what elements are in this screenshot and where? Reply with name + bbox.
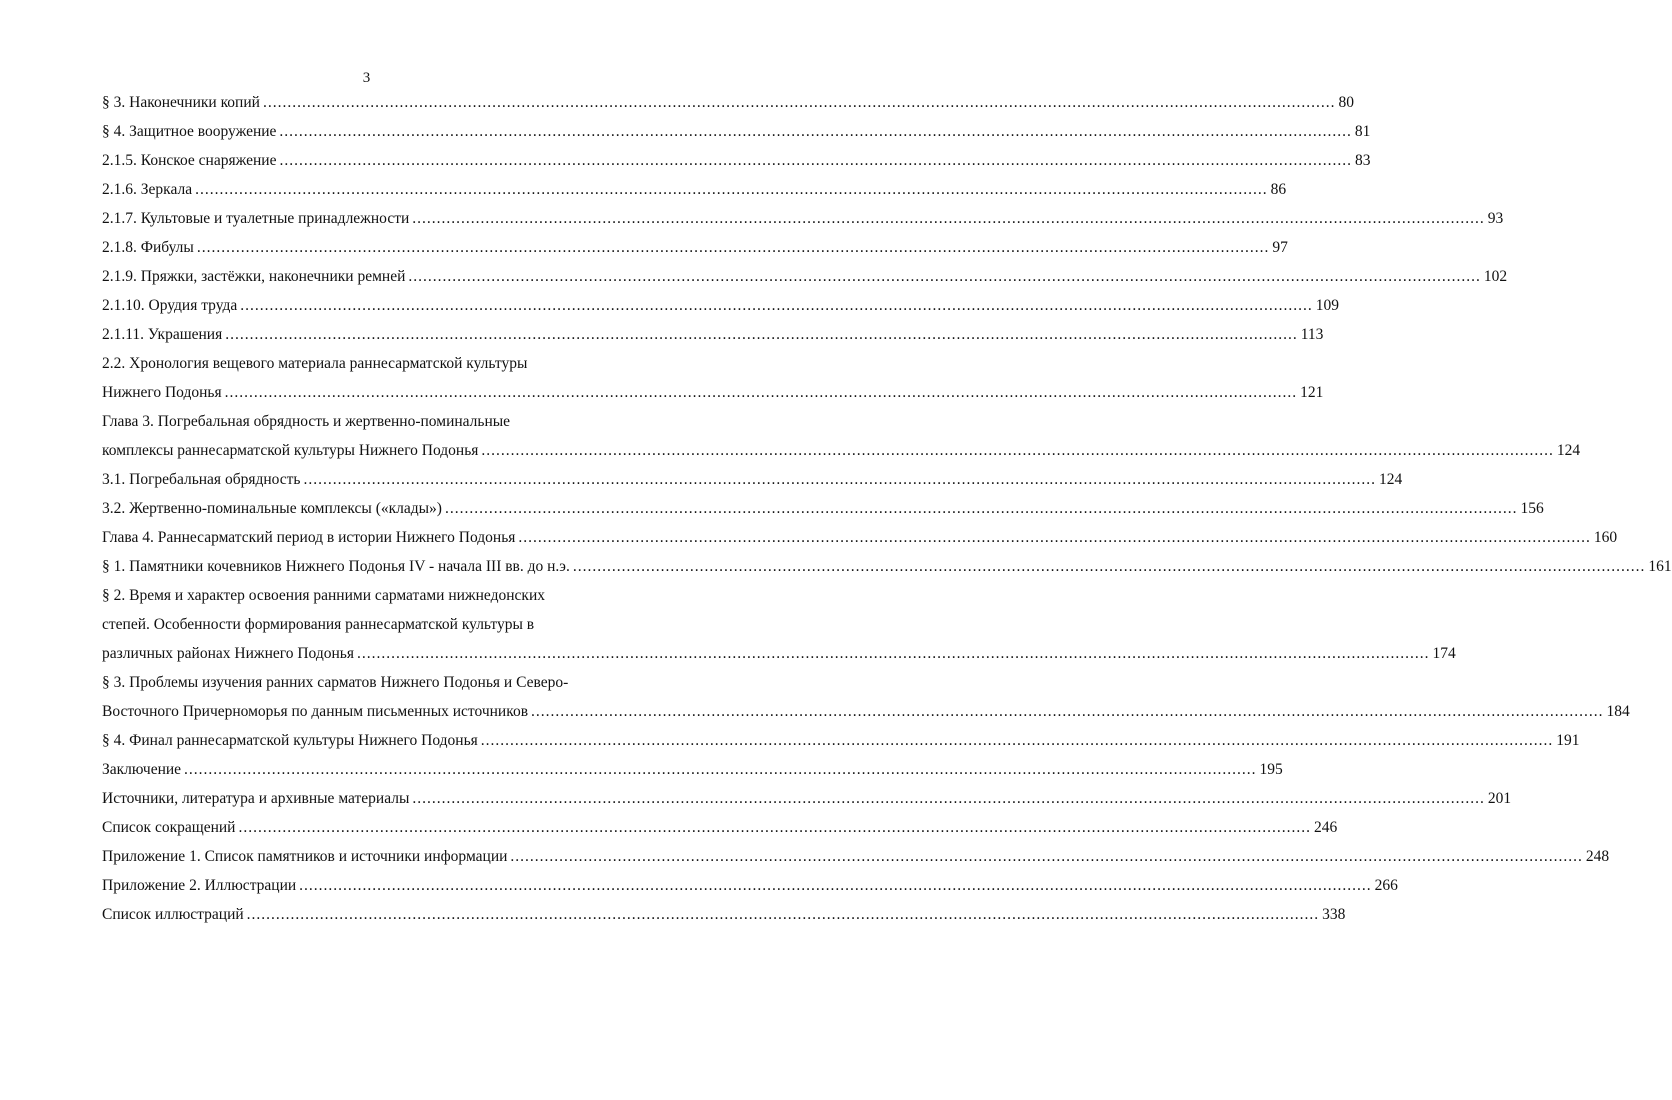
toc-entry-line: 2.2. Хронология вещевого материала раннесарматской культуры bbox=[102, 355, 528, 372]
toc-entry-title: § 4. Защитное вооружение bbox=[102, 123, 277, 140]
toc-entry bbox=[102, 552, 1672, 581]
toc-leader-dots: ............................................................................................................................................................................................................................ bbox=[510, 848, 1583, 865]
toc-entry-row bbox=[102, 726, 1580, 755]
toc-leader-dots: ............................................................................................................................................................................................................................ bbox=[518, 529, 1591, 546]
toc-leader-dots: ............................................................................................................................................................................................................................ bbox=[572, 558, 1646, 575]
toc-leader-dots: ............................................................................................................................................................................................................................ bbox=[238, 819, 1311, 836]
toc-entry bbox=[102, 813, 1338, 842]
toc-entry-title: различных районах Нижнего Подонья bbox=[102, 645, 354, 662]
toc-entry-row bbox=[102, 494, 1544, 523]
toc-leader-dots: ............................................................................................................................................................................................................................ bbox=[299, 877, 1372, 894]
toc-entry-page: 83 bbox=[1354, 152, 1371, 169]
toc-entry-title: 2.1.6. Зеркала bbox=[102, 181, 193, 198]
toc-entry bbox=[102, 726, 1580, 755]
toc-entry-row bbox=[102, 233, 1288, 262]
toc-entry bbox=[102, 88, 1354, 117]
toc-entry-row bbox=[102, 755, 1283, 784]
toc-entry-title: § 4. Финал раннесарматской культуры Нижнего Подонья bbox=[102, 732, 478, 749]
toc-entry-title: 2.1.9. Пряжки, застёжки, наконечники ремней bbox=[102, 268, 406, 285]
toc-entry bbox=[102, 871, 1398, 900]
toc-entry-page: 81 bbox=[1354, 123, 1371, 140]
toc-entry-row bbox=[102, 697, 1630, 726]
toc-entry bbox=[102, 233, 1288, 262]
toc-entry-page: 124 bbox=[1379, 471, 1403, 488]
toc-entry-line: § 3. Проблемы изучения ранних сарматов Нижнего Подонья и Северо- bbox=[102, 674, 569, 691]
toc-leader-dots: ............................................................................................................................................................................................................................ bbox=[480, 732, 1554, 749]
toc-entry bbox=[102, 523, 1618, 552]
toc-entry-row bbox=[102, 291, 1339, 320]
toc-entry-line: § 2. Время и характер освоения ранними сарматами нижнедонских bbox=[102, 587, 545, 604]
toc-entry-page: 184 bbox=[1606, 703, 1630, 720]
toc-entry-row bbox=[102, 900, 1346, 929]
toc-entry bbox=[102, 262, 1508, 291]
toc-leader-dots: ............................................................................................................................................................................................................................ bbox=[184, 761, 1257, 778]
toc-entry-page: 113 bbox=[1300, 326, 1324, 343]
toc-entry bbox=[102, 349, 1324, 407]
toc-entry bbox=[102, 465, 1403, 494]
toc-entry bbox=[102, 320, 1324, 349]
toc-entry-title: § 1. Памятники кочевников Нижнего Подонья IV - начала III вв. до н.э. bbox=[102, 558, 570, 575]
toc-entry-row bbox=[102, 813, 1338, 842]
toc-leader-dots: ............................................................................................................................................................................................................................ bbox=[444, 500, 1518, 517]
toc-entry-page: 174 bbox=[1432, 645, 1456, 662]
toc-entry-page: 121 bbox=[1300, 384, 1324, 401]
toc-entry bbox=[102, 494, 1544, 523]
toc-entry-row bbox=[102, 320, 1324, 349]
toc-entry bbox=[102, 175, 1287, 204]
toc-entry-page: 195 bbox=[1259, 761, 1283, 778]
toc-entry bbox=[102, 900, 1346, 929]
toc-entry-title: Приложение 1. Список памятников и источники информации bbox=[102, 848, 508, 865]
toc-entry-page: 160 bbox=[1593, 529, 1618, 546]
toc-leader-dots: ............................................................................................................................................................................................................................ bbox=[279, 123, 1352, 140]
toc-leader-dots: ............................................................................................................................................................................................................................ bbox=[240, 297, 1313, 314]
toc-entry-page: 338 bbox=[1322, 906, 1346, 923]
toc-entry-title: § 3. Наконечники копий bbox=[102, 94, 260, 111]
toc-entry bbox=[102, 291, 1339, 320]
toc-entry-row bbox=[102, 465, 1403, 494]
toc-entry-title: 3.1. Погребальная обрядность bbox=[102, 471, 301, 488]
toc-entry-page: 124 bbox=[1556, 442, 1581, 459]
toc-entry-title: 3.2. Жертвенно-поминальные комплексы («клады») bbox=[102, 500, 442, 517]
toc-entry-row bbox=[102, 842, 1610, 871]
toc-entry-page: 97 bbox=[1272, 239, 1288, 256]
toc-entry-page: 191 bbox=[1556, 732, 1580, 749]
toc-entry-page: 248 bbox=[1585, 848, 1610, 865]
toc-entry-title: 2.1.5. Конское снаряжение bbox=[102, 152, 277, 169]
toc-entry-title: Восточного Причерноморья по данным письменных источников bbox=[102, 703, 529, 720]
toc-entry-row bbox=[102, 204, 1504, 233]
page-number: 3 bbox=[362, 70, 371, 86]
toc-leader-dots: ............................................................................................................................................................................................................................ bbox=[279, 152, 1352, 169]
toc-leader-dots: ............................................................................................................................................................................................................................ bbox=[262, 94, 1336, 111]
toc-entry-row bbox=[102, 523, 1618, 552]
toc-entry-row bbox=[102, 871, 1398, 900]
toc-entry-title: Список сокращений bbox=[102, 819, 236, 836]
toc-leader-dots: ............................................................................................................................................................................................................................ bbox=[196, 239, 1270, 256]
toc-entry-page: 266 bbox=[1374, 877, 1398, 894]
toc-entry-title: Список иллюстраций bbox=[102, 906, 244, 923]
toc-entry-row bbox=[102, 378, 1324, 407]
toc-entry-title: комплексы раннесарматской культуры Нижнего Подонья bbox=[102, 442, 479, 459]
toc-entry-title: Заключение bbox=[102, 761, 182, 778]
toc-entry-row bbox=[102, 639, 1456, 668]
toc-leader-dots: ............................................................................................................................................................................................................................ bbox=[225, 326, 1298, 343]
toc-leader-dots: ............................................................................................................................................................................................................................ bbox=[195, 181, 1268, 198]
toc-entry-title: 2.1.10. Орудия труда bbox=[102, 297, 238, 314]
toc-entry bbox=[102, 146, 1371, 175]
table-of-contents bbox=[102, 88, 1672, 929]
toc-leader-dots: ............................................................................................................................................................................................................................ bbox=[246, 906, 1320, 923]
toc-entry-row bbox=[102, 784, 1512, 813]
toc-entry-title: Приложение 2. Иллюстрации bbox=[102, 877, 297, 894]
toc-entry-title: 2.1.11. Украшения bbox=[102, 326, 223, 343]
toc-leader-dots: ............................................................................................................................................................................................................................ bbox=[412, 790, 1485, 807]
toc-entry-title: 2.1.8. Фибулы bbox=[102, 239, 194, 256]
toc-entry-page: 93 bbox=[1487, 210, 1504, 227]
toc-entry bbox=[102, 668, 1630, 726]
toc-entry-row bbox=[102, 88, 1354, 117]
toc-entry-row bbox=[102, 436, 1581, 465]
toc-leader-dots: ............................................................................................................................................................................................................................ bbox=[531, 703, 1604, 720]
toc-entry-row bbox=[102, 117, 1371, 146]
toc-leader-dots: ............................................................................................................................................................................................................................ bbox=[412, 210, 1485, 227]
toc-leader-dots: ............................................................................................................................................................................................................................ bbox=[224, 384, 1298, 401]
toc-entry-row bbox=[102, 262, 1508, 291]
toc-leader-dots: ............................................................................................................................................................................................................................ bbox=[408, 268, 1481, 285]
toc-entry-line: Глава 3. Погребальная обрядность и жертвенно-поминальные bbox=[102, 413, 511, 430]
toc-entry bbox=[102, 117, 1371, 146]
toc-entry-page: 80 bbox=[1338, 94, 1354, 111]
toc-entry-page: 161 bbox=[1648, 558, 1672, 575]
toc-entry-title: Источники, литература и архивные материалы bbox=[102, 790, 410, 807]
toc-entry-page: 102 bbox=[1483, 268, 1508, 285]
toc-leader-dots: ............................................................................................................................................................................................................................ bbox=[481, 442, 1554, 459]
toc-entry-page: 86 bbox=[1270, 181, 1287, 198]
toc-entry bbox=[102, 204, 1504, 233]
toc-entry-row bbox=[102, 146, 1371, 175]
toc-entry-title: Глава 4. Раннесарматский период в истории Нижнего Подонья bbox=[102, 529, 516, 546]
toc-entry bbox=[102, 842, 1610, 871]
toc-entry-page: 109 bbox=[1315, 297, 1339, 314]
toc-entry bbox=[102, 784, 1512, 813]
toc-entry-row bbox=[102, 175, 1287, 204]
toc-entry-line: степей. Особенности формирования раннесарматской культуры в bbox=[102, 616, 535, 633]
toc-entry-page: 201 bbox=[1487, 790, 1512, 807]
toc-entry-page: 156 bbox=[1520, 500, 1544, 517]
toc-entry-title: 2.1.7. Культовые и туалетные принадлежности bbox=[102, 210, 410, 227]
toc-leader-dots: ............................................................................................................................................................................................................................ bbox=[356, 645, 1430, 662]
toc-entry-row bbox=[102, 552, 1672, 581]
toc-entry-page: 246 bbox=[1313, 819, 1338, 836]
toc-entry-title: Нижнего Подонья bbox=[102, 384, 222, 401]
toc-entry bbox=[102, 581, 1456, 668]
toc-entry bbox=[102, 755, 1283, 784]
toc-leader-dots: ............................................................................................................................................................................................................................ bbox=[303, 471, 1376, 488]
toc-entry bbox=[102, 407, 1581, 465]
